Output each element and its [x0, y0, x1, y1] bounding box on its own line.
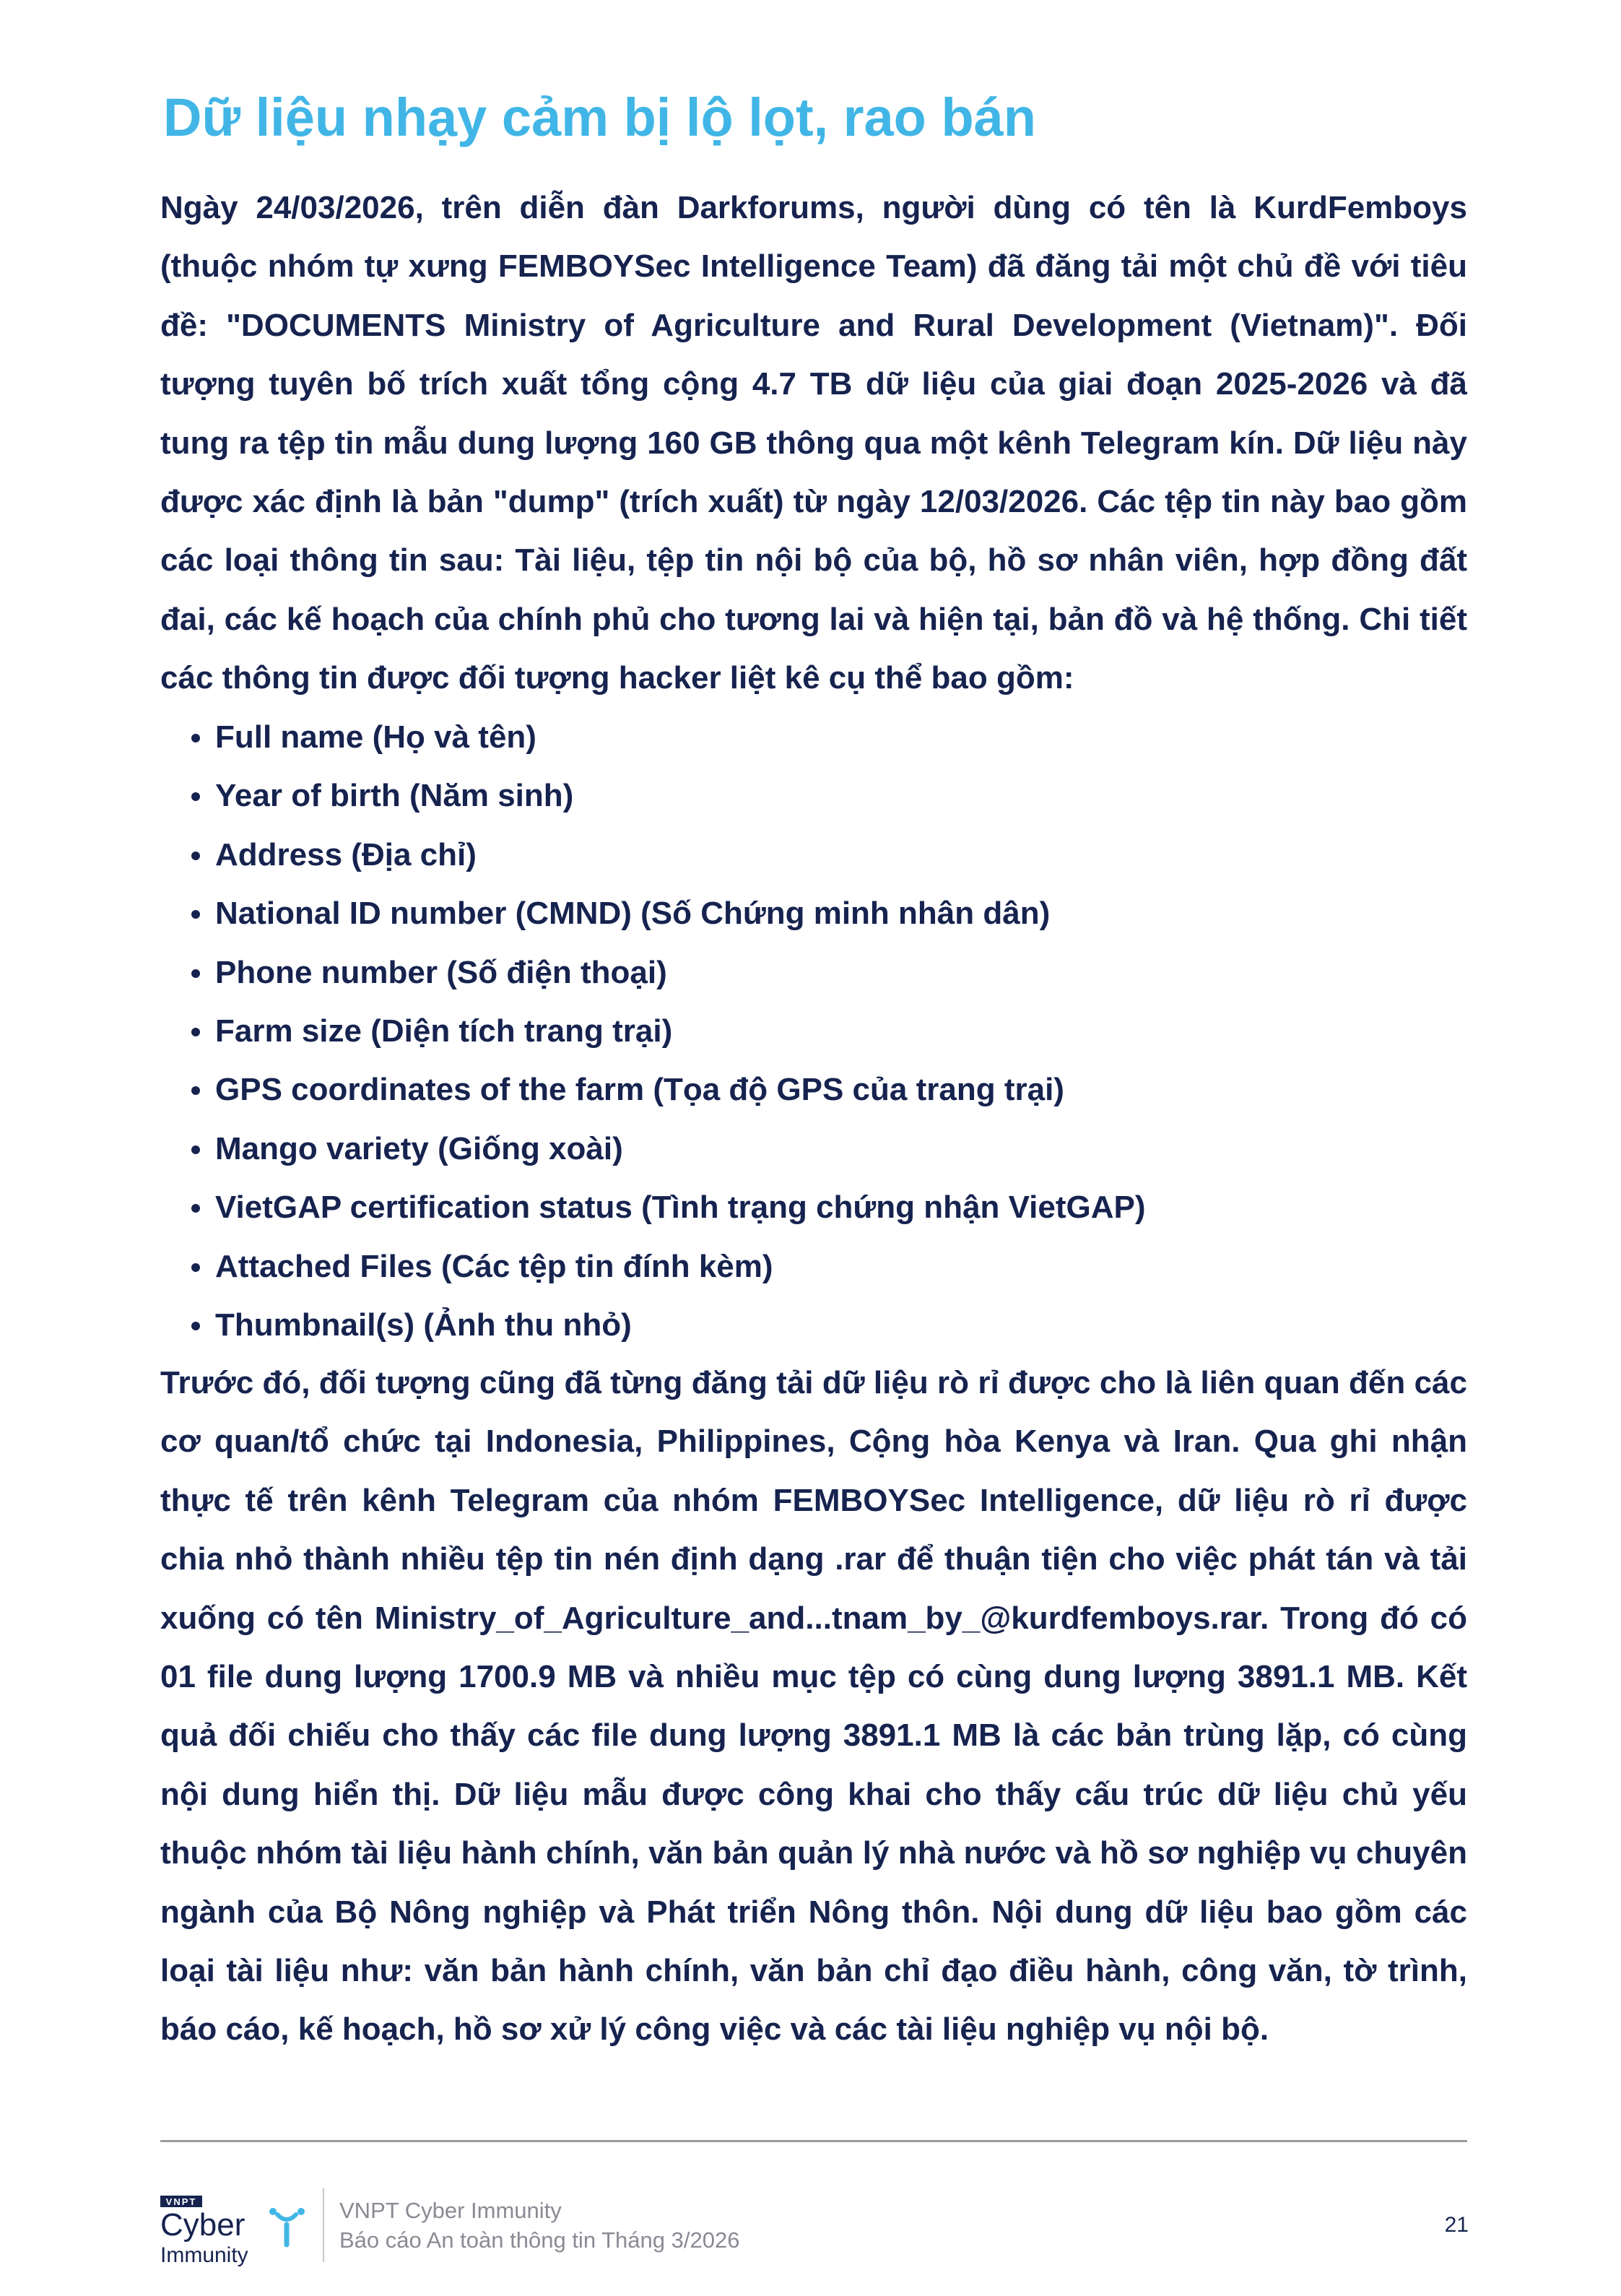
footer-separator: [323, 2188, 324, 2262]
list-item: Year of birth (Năm sinh): [160, 766, 1467, 825]
list-item: National ID number (CMND) (Số Chứng minh nhân dân): [160, 884, 1467, 943]
list-item: Address (Địa chỉ): [160, 826, 1467, 884]
page-number: 21: [1444, 2213, 1469, 2237]
logo-text-middle: Cyber: [160, 2207, 245, 2243]
vnpt-cyber-immunity-logo: [160, 2196, 312, 2268]
list-item: Mango variety (Giống xoài): [160, 1119, 1467, 1178]
data-fields-list: [160, 708, 1467, 1354]
logo-text-top: VNPT: [165, 2196, 197, 2207]
list-item: Farm size (Diện tích trang trại): [160, 1002, 1467, 1060]
list-item: VietGAP certification status (Tình trạng chứng nhận VietGAP): [160, 1178, 1467, 1236]
logo-mark-icon: [269, 2208, 305, 2245]
logo-text-bottom: Immunity: [160, 2243, 248, 2267]
followup-paragraph: Trước đó, đối tượng cũng đã từng đăng tải dữ liệu rò rỉ được cho là liên quan đến các cơ quan/tổ chức tại Indonesia, Philippines, Cộng hòa Kenya và Iran. Qua ghi nhận thực tế trên kênh Telegram của nhóm FEMBOYSec Intelligence, dữ liệu rò rỉ được chia nhỏ thành nhiều tệp tin nén định dạng .rar để thuận tiện cho việc phát tán và tải xuống có tên Ministry_of_Agriculture_and...tnam_by_@kurdfemboys.rar. Trong đó có 01 file dung lượng 1700.9 MB và nhiều mục tệp có cùng dung lượng 3891.1 MB. Kết quả đối chiếu cho thấy các file dung lượng 3891.1 MB là các bản trùng lặp, có cùng nội dung hiển thị. Dữ liệu mẫu được công khai cho thấy cấu trúc dữ liệu chủ yếu thuộc nhóm tài liệu hành chính, văn bản quản lý nhà nước và hồ sơ nghiệp vụ chuyên ngành của Bộ Nông nghiệp và Phát triển Nông thôn. Nội dung dữ liệu bao gồm các loại tài liệu như: văn bản hành chính, văn bản chỉ đạo điều hành, công văn, tờ trình, báo cáo, kế hoạch, hồ sơ xử lý công việc và các tài liệu nghiệp vụ nội bộ.: [160, 1365, 1467, 2048]
list-item: Thumbnail(s) (Ảnh thu nhỏ): [160, 1296, 1467, 1354]
footer-report-title: Báo cáo An toàn thông tin Tháng 3/2026: [339, 2227, 740, 2253]
list-item: GPS coordinates of the farm (Tọa độ GPS của trang trại): [160, 1060, 1467, 1119]
list-item: Full name (Họ và tên): [160, 708, 1467, 766]
list-item: Attached Files (Các tệp tin đính kèm): [160, 1237, 1467, 1296]
list-item: Phone number (Số điện thoại): [160, 943, 1467, 1002]
intro-paragraph: Ngày 24/03/2026, trên diễn đàn Darkforums, người dùng có tên là KurdFemboys (thuộc nhóm tự xưng FEMBOYSec Intelligence Team) đã đăng tải một chủ đề với tiêu đề: "DOCUMENTS Ministry of Agriculture and Rural Development (Vietnam)". Đối tượng tuyên bố trích xuất tổng cộng 4.7 TB dữ liệu của giai đoạn 2025-2026 và đã tung ra tệp tin mẫu dung lượng 160 GB thông qua một kênh Telegram kín. Dữ liệu này được xác định là bản "dump" (trích xuất) từ ngày 12/03/2026. Các tệp tin này bao gồm các loại thông tin sau: Tài liệu, tệp tin nội bộ của bộ, hồ sơ nhân viên, hợp đồng đất đai, các kế hoạch của chính phủ cho tương lai và hiện tại, bản đồ và hệ thống. Chi tiết các thông tin được đối tượng hacker liệt kê cụ thể bao gồm:: [160, 190, 1467, 696]
footer-organization: VNPT Cyber Immunity: [339, 2198, 562, 2223]
section-heading: Dữ liệu nhạy cảm bị lộ lọt, rao bán: [163, 87, 1037, 147]
footer-divider: [160, 2140, 1467, 2142]
